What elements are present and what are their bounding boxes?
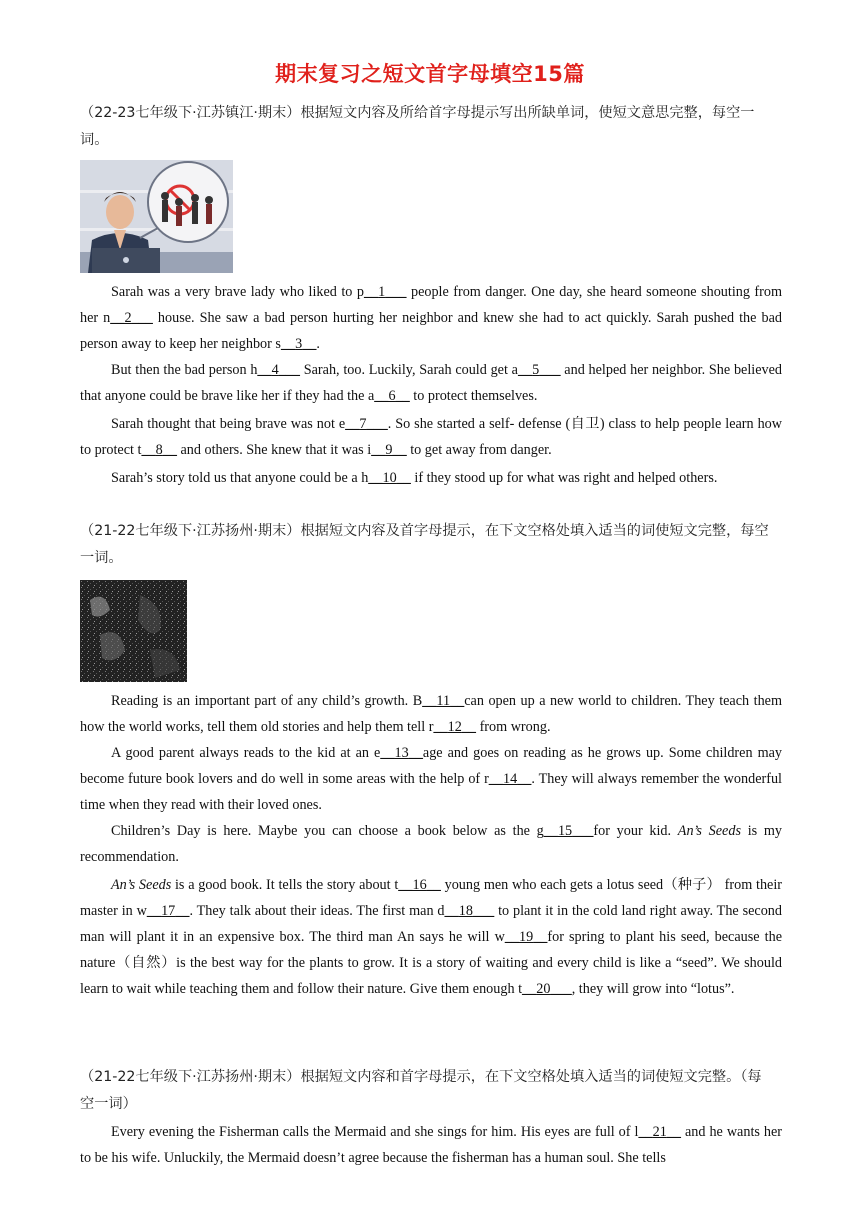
section3-paragraph-1: Every evening the Fisherman calls the Mermaid and she sings for him. His eyes are full of l__21__ and he wants her to be his wife. Unluckily, the Mermaid doesn’t agree because the fisherman has a human soul. She tells — [80, 1124, 783, 1166]
section2-paragraph-1: Reading is an important part of any child’s growth. B__11__can open up a new world to children. They teach them how the world works, tell them old stories and help them tell r__12__ from wrong. — [80, 693, 782, 735]
section1-intro: （22-23七年级下·江苏镇江·期末）根据短文内容及所给首字母提示写出所缺单词，使短文意思完整，每空一词。 — [80, 105, 755, 148]
section2-paragraph-3: Children’s Day is here. Maybe you can choose a book below as the g__15___for your kid. An’s Seeds is my recommendation. — [80, 823, 782, 865]
page-title: 期末复习之短文首字母填空15篇 — [275, 62, 585, 86]
section2-paragraph-2: A good parent always reads to the kid at an e__13__age and goes on reading as he grows up. Some children may become future book lovers and do well in some areas with the help of r__14__. They will always remember the wonderful time when they read with their loved ones. — [80, 745, 782, 813]
section2-intro: （21-22七年级下·江苏扬州·期末）根据短文内容及首字母提示，在下文空格处填入适当的词使短文完整，每空一词。 — [80, 523, 769, 566]
section1-paragraph-2: But then the bad person h__4___ Sarah, too. Luckily, Sarah could get a__5___ and helped her neighbor. She believed that anyone could be brave like her if they had the a__6__ to protect themselves. — [80, 362, 783, 404]
section1-paragraph-3: Sarah thought that being brave was not e__7___. So she started a self- defense (自卫) class to help people learn how to protect t__8__ and others. She knew that it was i__9__ to get away from danger. — [80, 416, 783, 458]
teacher-self-defense-illustration-icon — [80, 160, 233, 273]
dark-grainy-photo-icon — [80, 580, 187, 682]
section2-paragraph-4: An’s Seeds is a good book. It tells the story about t__16__ young men who each gets a lotus seed（种子） from their master in w__17__. They talk about their ideas. The first man d__18___ to plant it in the cold land right away. The second man will plant it in an expensive box. The third man An says he will w__19__for spring to plant his seed, because the nature（自然）is the best way for the plants to grow. It is a story of waiting and every child is like a “seed”. We should learn to wait while teaching them and follow their nature. Give them enough t__20___, they will grow into “lotus”. — [80, 877, 782, 997]
section1-paragraph-1: Sarah was a very brave lady who liked to p__1___ people from danger. One day, she heard someone shouting from her n__2___ house. She saw a bad person hurting her neighbor and knew she had to act quickly. Sarah pushed the bad person away to keep her neighbor s__3__. — [80, 284, 782, 352]
section3-intro: （21-22七年级下·江苏扬州·期末）根据短文内容和首字母提示，在下文空格处填入适当的词使短文完整。（每空一词） — [80, 1069, 762, 1112]
section1-paragraph-4: Sarah’s story told us that anyone could be a h__10__ if they stood up for what was right and helped others. — [111, 470, 718, 486]
